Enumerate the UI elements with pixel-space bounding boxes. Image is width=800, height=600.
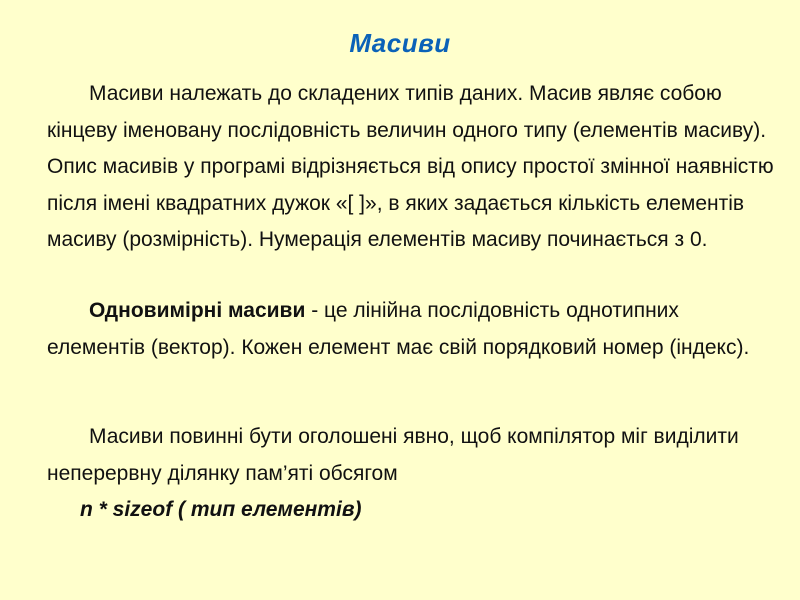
slide-title: Масиви [349, 28, 451, 58]
paragraph-arrays-intro [47, 76, 782, 259]
paragraph-memory-allocation-text: Масиви повинні бути оголошені явно, щоб компілятор міг виділити неперервну ділянку пам’яті обсягом [47, 425, 739, 485]
memory-size-formula: n * sizeof ( тип елементів) [80, 498, 362, 521]
one-dimensional-definition: - це лінійна послідовність однотипних елементів (вектор). Кожен елемент має свій порядковий номер (індекс). [47, 299, 750, 359]
paragraph-memory-allocation [47, 419, 782, 492]
paragraph-arrays-intro-text: Масиви належать до складених типів даних. Масив являє собою кінцеву іменовану послідовність величин одного типу (елементів масиву). Опис масивів у програмі відрізняється від опису простої змінної наявністю після імені квадратних дужок «[ ]», в яких задається кількість елементів масиву (розмірність). Нумерація елементів масиву починається з 0. [47, 82, 774, 251]
paragraph-one-dimensional [47, 293, 782, 366]
one-dimensional-term: Одновимірні масиви [89, 299, 306, 322]
